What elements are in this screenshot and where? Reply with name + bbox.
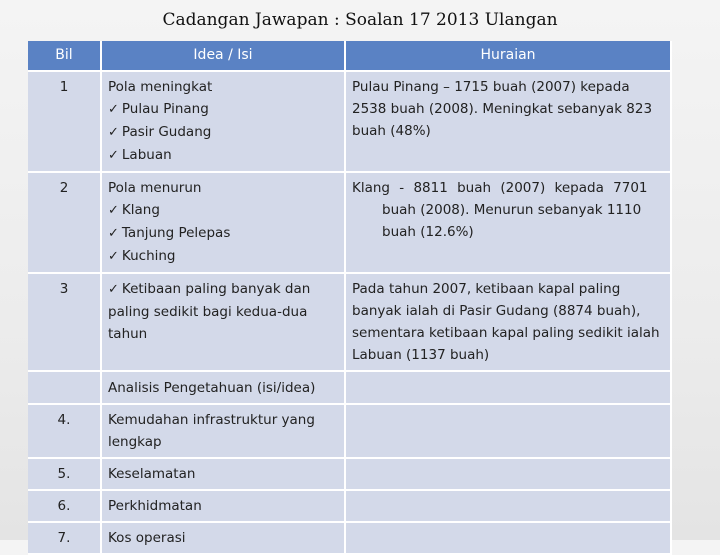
page-title: Cadangan Jawapan : Soalan 17 2013 Ulangan bbox=[162, 10, 558, 30]
row-number: 5. bbox=[28, 459, 102, 491]
table-row bbox=[28, 459, 672, 491]
check-icon: ✓ bbox=[108, 226, 119, 241]
idea-cell bbox=[102, 274, 346, 372]
header-huraian: Huraian bbox=[346, 41, 672, 72]
row-number: 2 bbox=[28, 173, 102, 274]
idea-cell bbox=[102, 173, 346, 274]
table-row bbox=[28, 173, 672, 274]
idea-item: ✓ Klang bbox=[108, 202, 160, 218]
header-bil: Bil bbox=[28, 41, 102, 72]
idea-item: ✓ Labuan bbox=[108, 147, 172, 163]
table-row bbox=[28, 72, 672, 173]
idea-item: ✓ Ketibaan paling banyak dan paling sedikit bagi kedua-dua tahun bbox=[108, 281, 311, 342]
check-icon: ✓ bbox=[108, 125, 119, 140]
idea-item: ✓ Kuching bbox=[108, 248, 176, 264]
huraian-continued: buah (2008). Menurun sebanyak 1110 buah (12.6%) bbox=[382, 202, 642, 240]
huraian-line: Klang - 8811 buah (2007) kepada 7701 bbox=[352, 180, 648, 196]
analysis-text: Kemudahan infrastruktur yang lengkap bbox=[102, 405, 346, 459]
header-idea: Idea / Isi bbox=[102, 41, 346, 72]
huraian-cell bbox=[346, 173, 672, 274]
analysis-text: Perkhidmatan bbox=[102, 491, 346, 523]
section-heading: Analisis Pengetahuan (isi/idea) bbox=[102, 372, 346, 405]
check-icon: ✓ bbox=[108, 148, 119, 163]
idea-title: Pola meningkat bbox=[108, 79, 213, 95]
empty-cell bbox=[346, 405, 672, 459]
row-number: 1 bbox=[28, 72, 102, 173]
row-number: 4. bbox=[28, 405, 102, 459]
huraian-cell: Pada tahun 2007, ketibaan kapal paling banyak ialah di Pasir Gudang (8874 buah), sementara ketibaan kapal paling sedikit ialah Labuan (1137 buah) bbox=[346, 274, 672, 372]
table-row bbox=[28, 405, 672, 459]
idea-cell bbox=[102, 72, 346, 173]
table-row bbox=[28, 523, 672, 555]
analysis-text: Keselamatan bbox=[102, 459, 346, 491]
empty-cell bbox=[346, 523, 672, 555]
idea-item: ✓ Pulau Pinang bbox=[108, 101, 209, 117]
row-number: 6. bbox=[28, 491, 102, 523]
huraian-cell: Pulau Pinang – 1715 buah (2007) kepada 2538 buah (2008). Meningkat sebanyak 823 buah (48%) bbox=[346, 72, 672, 173]
check-icon: ✓ bbox=[108, 282, 119, 297]
empty-cell bbox=[346, 491, 672, 523]
check-icon: ✓ bbox=[108, 249, 119, 264]
empty-cell bbox=[346, 459, 672, 491]
idea-item: ✓ Pasir Gudang bbox=[108, 124, 212, 140]
idea-title: Pola menurun bbox=[108, 180, 202, 196]
answer-table bbox=[28, 41, 672, 555]
row-number: 3 bbox=[28, 274, 102, 372]
empty-cell bbox=[28, 372, 102, 405]
table-row bbox=[28, 491, 672, 523]
table-row bbox=[28, 274, 672, 372]
table-header-row bbox=[28, 41, 672, 72]
idea-item: ✓ Tanjung Pelepas bbox=[108, 225, 231, 241]
check-icon: ✓ bbox=[108, 203, 119, 218]
section-row bbox=[28, 372, 672, 405]
analysis-text: Kos operasi bbox=[102, 523, 346, 555]
check-icon: ✓ bbox=[108, 102, 119, 117]
empty-cell bbox=[346, 372, 672, 405]
row-number: 7. bbox=[28, 523, 102, 555]
